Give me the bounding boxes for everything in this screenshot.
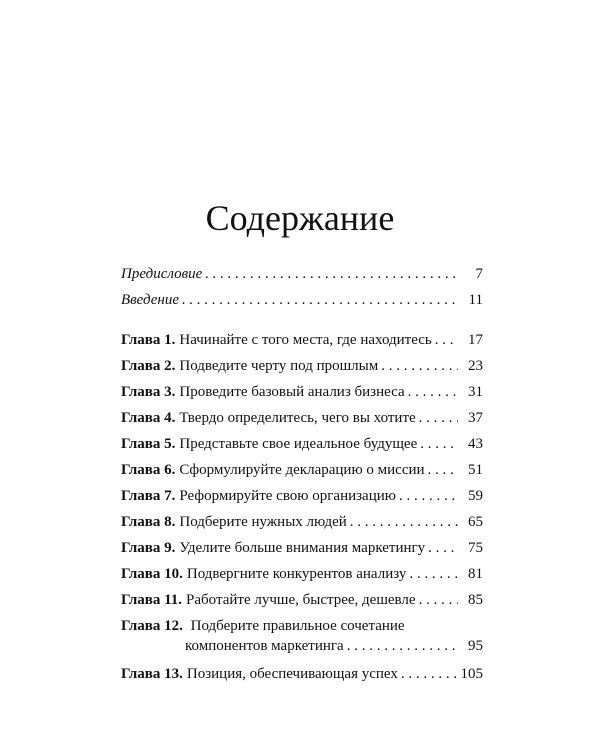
toc-entry-text: Проведите базовый анализ бизнеса <box>179 384 405 400</box>
leader-dots <box>205 266 458 283</box>
leader-dots <box>419 410 458 427</box>
toc-entry-text: Сформулируйте декларацию о миссии <box>179 462 425 478</box>
toc-entry-chapter-6 <box>121 462 483 488</box>
chapter-label: Глава 4. <box>121 410 176 426</box>
toc-page-number: 7 <box>475 266 483 282</box>
toc-entry-text: Твердо определитесь, чего вы хотите <box>179 410 416 426</box>
chapter-label: Глава 10. <box>121 566 183 582</box>
toc-entry-text: Подведите черту под прошлым <box>179 358 379 374</box>
chapter-label: Глава 5. <box>121 436 176 452</box>
toc-entry-chapter-10 <box>121 566 483 592</box>
chapter-label: Глава 3. <box>121 384 176 400</box>
toc-entry-chapter-11 <box>121 592 483 618</box>
chapter-label: Глава 1. <box>121 332 176 348</box>
toc-page-number: 23 <box>468 358 483 374</box>
toc-page-number: 51 <box>468 462 483 478</box>
toc-entry-chapter-3 <box>121 384 483 410</box>
leader-dots <box>419 592 458 609</box>
leader-dots <box>428 462 458 479</box>
toc-page-number: 11 <box>468 292 483 308</box>
toc-page-number: 95 <box>468 638 483 654</box>
leader-dots <box>350 514 458 531</box>
leader-dots <box>399 488 458 505</box>
toc-entry-chapter-9 <box>121 540 483 566</box>
toc-entry-chapter-5 <box>121 436 483 462</box>
leader-dots <box>381 358 458 375</box>
toc-entry-chapter-13 <box>121 666 483 692</box>
leader-dots <box>428 540 458 557</box>
page-title: Содержание <box>205 198 395 238</box>
toc-entry-preface <box>121 266 483 292</box>
toc-entry-text: Предисловие <box>121 266 203 282</box>
toc-entry-text: Подберите нужных людей <box>179 514 347 530</box>
toc-page-number: 59 <box>468 488 483 504</box>
toc-page-number: 37 <box>468 410 483 426</box>
toc-page-number: 17 <box>468 332 483 348</box>
toc-entry-chapter-4 <box>121 410 483 436</box>
toc-page-number: 75 <box>468 540 483 556</box>
table-of-contents <box>121 266 483 692</box>
toc-entry-chapter-2 <box>121 358 483 384</box>
toc-entry-text: Введение <box>121 292 179 308</box>
leader-dots <box>435 332 458 349</box>
toc-entry-text: Подберите правильное сочетание <box>190 618 405 634</box>
leader-dots <box>182 292 458 309</box>
leader-dots <box>408 384 458 401</box>
toc-entry-text: Работайте лучше, быстрее, дешевле <box>186 592 416 608</box>
toc-entry-chapter-12 <box>121 618 483 664</box>
toc-entry-text: Начинайте с того места, где находитесь <box>179 332 432 348</box>
toc-page-number: 85 <box>468 592 483 608</box>
toc-entry-chapter-8 <box>121 514 483 540</box>
toc-entry-text: Представьте свое идеальное будущее <box>179 436 418 452</box>
chapter-label: Глава 7. <box>121 488 176 504</box>
toc-entry-chapter-7 <box>121 488 483 514</box>
leader-dots <box>401 666 458 683</box>
chapter-label: Глава 13. <box>121 666 183 682</box>
toc-entry-introduction <box>121 292 483 318</box>
chapter-label: Глава 12. <box>121 618 183 634</box>
toc-page-number: 81 <box>468 566 483 582</box>
chapter-label: Глава 6. <box>121 462 176 478</box>
toc-page-number: 105 <box>460 666 483 682</box>
chapter-label: Глава 11. <box>121 592 183 608</box>
toc-page-number: 43 <box>468 436 483 452</box>
toc-entry-text: Позиция, обеспечивающая успех <box>186 666 398 682</box>
chapter-label: Глава 9. <box>121 540 176 556</box>
toc-page-number: 31 <box>468 384 483 400</box>
leader-dots <box>409 566 458 583</box>
toc-entry-text: Подвергните конкурентов анализу <box>186 566 407 582</box>
toc-entry-chapter-1 <box>121 332 483 358</box>
toc-entry-text-continued: компонентов маркетинга <box>185 638 344 654</box>
chapter-label: Глава 2. <box>121 358 176 374</box>
leader-dots <box>347 638 458 655</box>
chapter-label: Глава 8. <box>121 514 176 530</box>
leader-dots <box>420 436 458 453</box>
toc-entry-text: Реформируйте свою организацию <box>179 488 396 504</box>
toc-page-number: 65 <box>468 514 483 530</box>
toc-entry-text: Уделите больше внимания маркетингу <box>179 540 426 556</box>
